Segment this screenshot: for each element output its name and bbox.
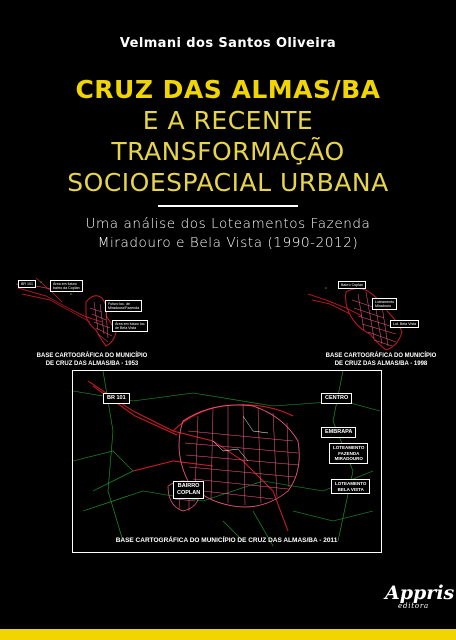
- map-1998-drawing: [306, 272, 442, 354]
- book-subtitle: [0, 215, 456, 253]
- publisher-sublabel: editora: [398, 602, 430, 610]
- map-1953-caption-line-1: BASE CARTOGRÁFICA DO MUNICÍPIO: [36, 353, 148, 359]
- map-1953-caption: [22, 352, 162, 368]
- map-2011-caption: BASE CARTOGRÁFICA DO MUNICÍPIO DE CRUZ DAS ALMAS/BA - 2011: [115, 537, 338, 544]
- miradouro-line-3: MIRADOURO: [334, 456, 363, 461]
- belavista-line-2: BELA VISTA: [337, 486, 364, 492]
- map-2011-label-miradouro: [329, 443, 368, 464]
- belavista-line-1: LOTEAMENTO: [335, 481, 367, 486]
- map-1998-caption: [313, 352, 449, 368]
- map-1998-label-c: Lot. Bela Vista: [390, 320, 419, 328]
- map-1998-caption-line-1: BASE CARTOGRÁFICA DO MUNICÍPIO: [325, 353, 437, 359]
- coplan-line-1: BAIRRO: [177, 483, 200, 489]
- map-2011-label-centro: CENTRO: [321, 393, 352, 404]
- bottom-yellow-stripe: [0, 629, 456, 640]
- miradouro-line-2: FAZENDA: [338, 450, 360, 456]
- map-1998-label-a: Bairro Coplan: [338, 281, 366, 289]
- author-name: Velmani dos Santos Oliveira: [119, 36, 337, 51]
- map-2011-label-embrapa: EMBRAPA: [321, 427, 356, 438]
- map-1998-label-b: Loteamento Miradouro: [372, 298, 397, 310]
- map-2011-frame: [72, 370, 382, 553]
- map-2011-label-coplan: [173, 481, 204, 499]
- subtitle-line-1: Uma análise dos Loteamentos Fazenda: [85, 216, 371, 232]
- map-2011-label-belavista: [331, 479, 370, 494]
- map-2011-label-br101: BR 101: [103, 393, 130, 404]
- map-1998-caption-line-2: DE CRUZ DAS ALMAS/BA - 1998: [334, 361, 428, 367]
- title-line-2: E A RECENTE: [142, 106, 314, 135]
- publisher-logo: Appris: [385, 582, 455, 604]
- title-line-4: SOCIOESPACIAL URBANA: [67, 168, 389, 197]
- map-1953: [16, 272, 156, 348]
- title-divider: [158, 205, 298, 207]
- book-title: [0, 74, 456, 198]
- map-1953-caption-line-2: DE CRUZ DAS ALMAS/BA - 1953: [45, 361, 139, 367]
- title-line-1: CRUZ DAS ALMAS/BA: [75, 75, 381, 104]
- subtitle-line-2: Miradouro e Bela Vista (1990-2012): [97, 235, 359, 251]
- title-line-3: TRANSFORMAÇÃO: [111, 137, 345, 166]
- map-1953-label-d: Área em futuro loc. de Bela Vista: [112, 320, 148, 332]
- coplan-line-2: COPLAN: [177, 490, 201, 496]
- map-1953-label-b: Área em futuro bairro da Coplan: [50, 280, 83, 292]
- map-1953-label-c: Futuro loc. de Miradouro/Fazenda: [105, 300, 142, 312]
- map-1998: [306, 272, 442, 354]
- miradouro-line-1: LOTEAMENTO: [333, 445, 365, 450]
- map-1953-label-a: BR 101: [18, 280, 36, 288]
